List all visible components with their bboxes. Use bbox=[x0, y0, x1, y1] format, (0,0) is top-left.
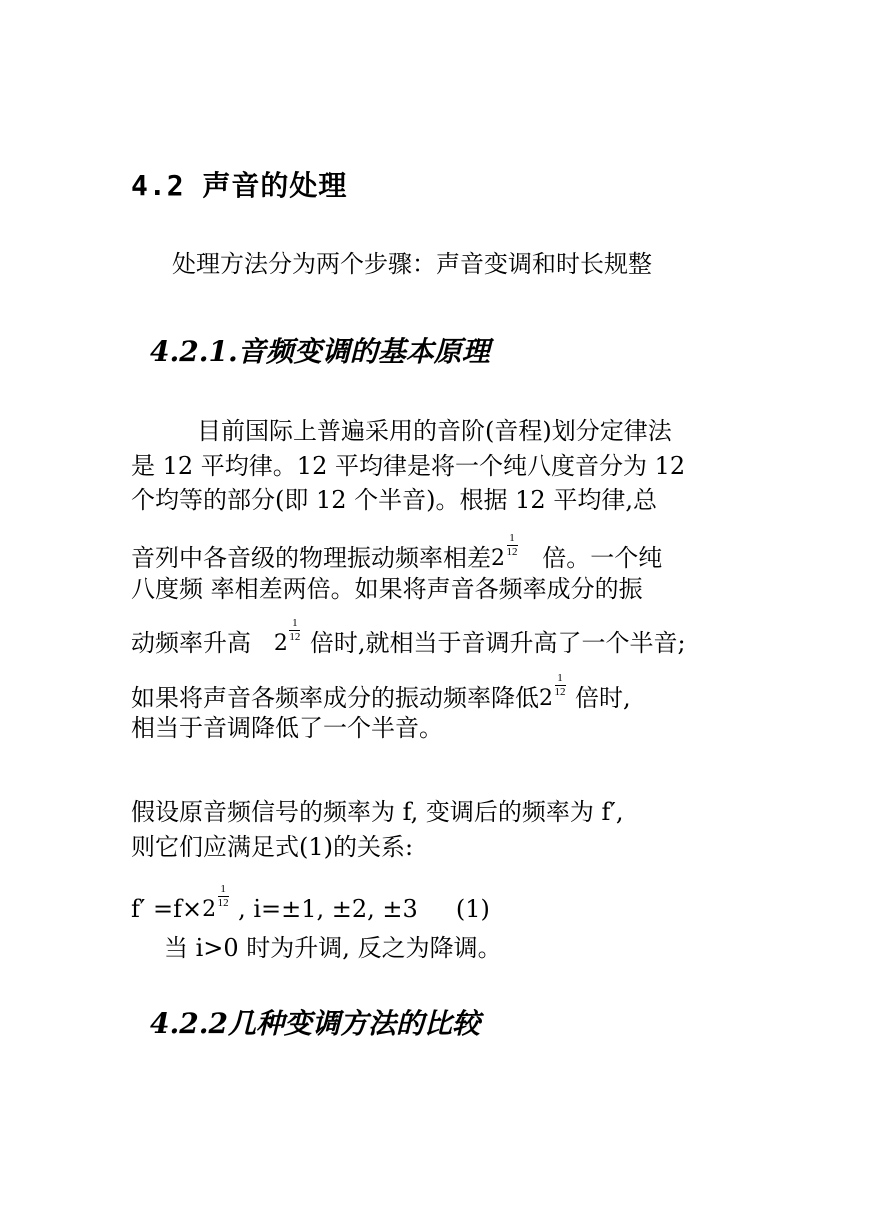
formula-1 bbox=[131, 883, 490, 923]
intro-text: 处理方法分为两个步骤：声音变调和时长规整 bbox=[172, 250, 652, 278]
para-line-7-text-a: 如果将声音各频率成分的振动频率降低 bbox=[131, 684, 539, 712]
para-line-5: 八度频 率相差两倍。如果将声音各频率成分的振 bbox=[131, 575, 643, 603]
power-base: 2 bbox=[273, 631, 288, 656]
para-line-6 bbox=[131, 617, 686, 657]
formula-lhs: f′ =f× bbox=[131, 895, 203, 923]
power-expression bbox=[539, 672, 575, 711]
assume-line-1: 假设原音频信号的频率为 f, 变调后的频率为 f′, bbox=[131, 798, 624, 826]
fraction-numerator: 1 bbox=[292, 617, 298, 629]
power-base: 2 bbox=[491, 546, 505, 571]
fraction-numerator: 1 bbox=[509, 532, 515, 544]
fraction-denominator: 12 bbox=[217, 897, 229, 909]
power-expression bbox=[202, 883, 238, 922]
power-expression bbox=[491, 532, 527, 571]
para-line-3: 个均等的部分(即 12 个半音)。根据 12 平均律,总 bbox=[131, 486, 657, 514]
formula-rhs: , i=±1, ±2, ±3 bbox=[238, 895, 418, 923]
para-line-4-text-a: 音列中各音级的物理振动频率相差 bbox=[131, 544, 491, 572]
para-line-1: 目前国际上普遍采用的音阶(音程)划分定律法 bbox=[197, 417, 672, 445]
para-line-7 bbox=[131, 672, 631, 712]
fraction-denominator: 12 bbox=[506, 546, 518, 558]
power-fraction bbox=[505, 533, 519, 558]
section-title: 4.2 声音的处理 bbox=[131, 169, 348, 202]
note-text: 当 i>0 时为升调, 反之为降调。 bbox=[164, 934, 502, 962]
para-line-2: 是 12 平均律。12 平均律是将一个纯八度音分为 12 bbox=[131, 452, 686, 480]
para-line-6-text-a: 动频率升高 bbox=[131, 629, 251, 657]
para-line-4 bbox=[131, 532, 663, 572]
power-base: 2 bbox=[202, 897, 217, 922]
fraction-numerator: 1 bbox=[220, 883, 226, 895]
power-base: 2 bbox=[539, 686, 553, 711]
para-line-8: 相当于音调降低了一个半音。 bbox=[131, 714, 443, 742]
subsection-title-1: 4.2.1.音频变调的基本原理 bbox=[150, 335, 490, 368]
power-fraction bbox=[288, 618, 302, 643]
para-line-7-text-b: 倍时, bbox=[575, 684, 631, 712]
para-line-4-text-b: 倍。一个纯 bbox=[542, 544, 663, 572]
fraction-denominator: 12 bbox=[554, 686, 566, 698]
subsection-title-2: 4.2.2几种变调方法的比较 bbox=[150, 1007, 480, 1040]
formula-number: (1) bbox=[455, 895, 490, 923]
para-line-6-text-b: 倍时,就相当于音调升高了一个半音; bbox=[309, 629, 686, 657]
assume-line-2: 则它们应满足式(1)的关系: bbox=[131, 833, 414, 861]
fraction-numerator: 1 bbox=[557, 672, 563, 684]
power-fraction bbox=[216, 884, 230, 909]
power-fraction bbox=[553, 673, 567, 698]
fraction-denominator: 12 bbox=[289, 631, 301, 643]
power-expression bbox=[273, 617, 310, 656]
